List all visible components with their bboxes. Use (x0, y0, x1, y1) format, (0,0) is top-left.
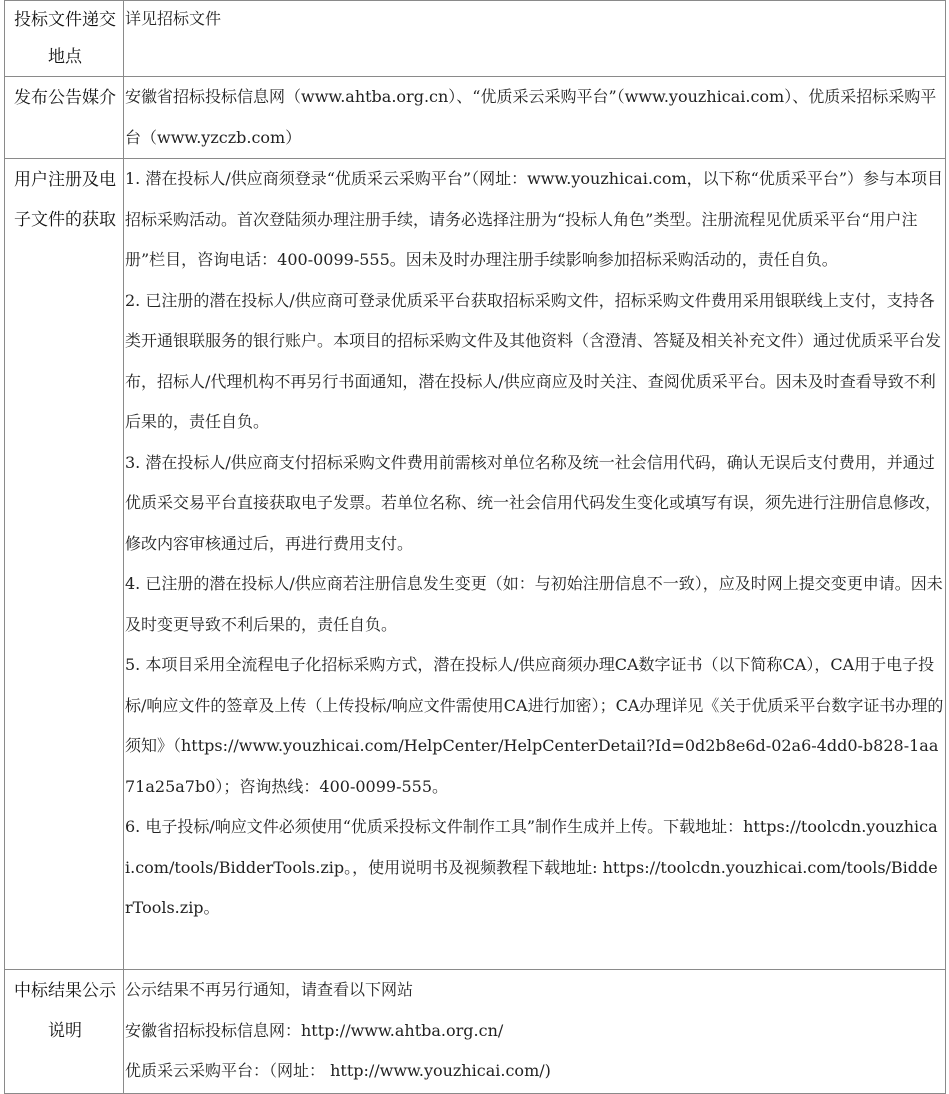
row-content-user-registration (124, 159, 946, 970)
content-paragraph-5: 5. 本项目采用全流程电子化招标采购方式，潜在投标人/供应商须办理CA数字证书（以下简称CA），CA用于电子投标/响应文件的签章及上传（上传投标/响应文件需使用CA进行加密）；CA办理详见《关于优质采平台数字证书办理的须知》（https://www.youzhicai.com/HelpCenter/HelpCenterDetail?Id=0d2b8e6d-02a6-4dd0-b828-1aa71a25a7b0）；咨询热线：400-0099-555。 (125, 655, 944, 796)
content-paragraph-3: 3. 潜在投标人/供应商支付招标采购文件费用前需核对单位名称及统一社会信用代码，确认无误后支付费用，并通过优质采交易平台直接获取电子发票。若单位名称、统一社会信用代码发生变化或填写有误，须先进行注册信息修改，修改内容审核通过后，再进行费用支付。 (125, 452, 942, 553)
row-label-user-registration: 用户注册及电子文件的获取 (5, 159, 124, 970)
content-paragraph: 详见招标文件 (125, 9, 222, 28)
content-paragraph-2: 安徽省招标投标信息网：http://www.ahtba.org.cn/ (125, 1020, 504, 1040)
table-row-publication-media (5, 77, 946, 159)
content-paragraph-1: 1. 潜在投标人/供应商须登录“优质采云采购平台”（网址：www.youzhicai.com，以下称“优质采平台”）参与本项目招标采购活动。首次登陆须办理注册手续，请务必选择注册为“投标人角色”类型。注册流程见优质采平台“用户注册”栏目，咨询电话：400-0099-555。因未及时办理注册手续影响参加招标采购活动的，责任自负。 (125, 169, 944, 269)
content-paragraph: 安徽省招标投标信息网（www.ahtba.org.cn）、“优质采云采购平台”（www.youzhicai.com）、优质采招标采购平台（www.yzczb.com） (125, 87, 937, 147)
content-paragraph-6: 6. 电子投标/响应文件必须使用“优质采投标文件制作工具”制作生成并上传。下载地址：https://toolcdn.youzhicai.com/tools/BidderTools.zip。，使用说明书及视频教程下载地址: https://toolcdn.youzhicai.com/tools/BidderTools.zip。 (125, 817, 938, 917)
table-row-user-registration (5, 159, 946, 970)
row-label-submission-location: 投标文件递交地点 (5, 1, 124, 77)
content-paragraph-1: 公示结果不再另行通知，请查看以下网站 (125, 980, 414, 999)
content-paragraph-3: 优质采云采购平台：（网址： http://www.youzhicai.com/) (125, 1061, 551, 1080)
tender-info-table (4, 0, 946, 1094)
content-paragraph-4: 4. 已注册的潜在投标人/供应商若注册信息发生变更（如：与初始注册信息不一致），应及时网上提交变更申请。因未及时变更导致不利后果的，责任自负。 (125, 574, 943, 634)
table-row-award-announcement (5, 970, 946, 1094)
row-content-award-announcement (124, 970, 946, 1094)
row-label-publication-media: 发布公告媒介 (5, 77, 124, 159)
row-label-award-announcement: 中标结果公示说明 (5, 970, 124, 1094)
row-content-publication-media (124, 77, 946, 159)
table-row-submission-location (5, 1, 946, 77)
content-paragraph-2: 2. 已注册的潜在投标人/供应商可登录优质采平台获取招标采购文件，招标采购文件费用采用银联线上支付，支持各类开通银联服务的银行账户。本项目的招标采购文件及其他资料（含澄清、答疑及相关补充文件）通过优质采平台发布，招标人/代理机构不再另行书面通知，潜在投标人/供应商应及时关注、查阅优质采平台。因未及时查看导致不利后果的，责任自负。 (125, 290, 942, 431)
row-content-submission-location (124, 1, 946, 77)
